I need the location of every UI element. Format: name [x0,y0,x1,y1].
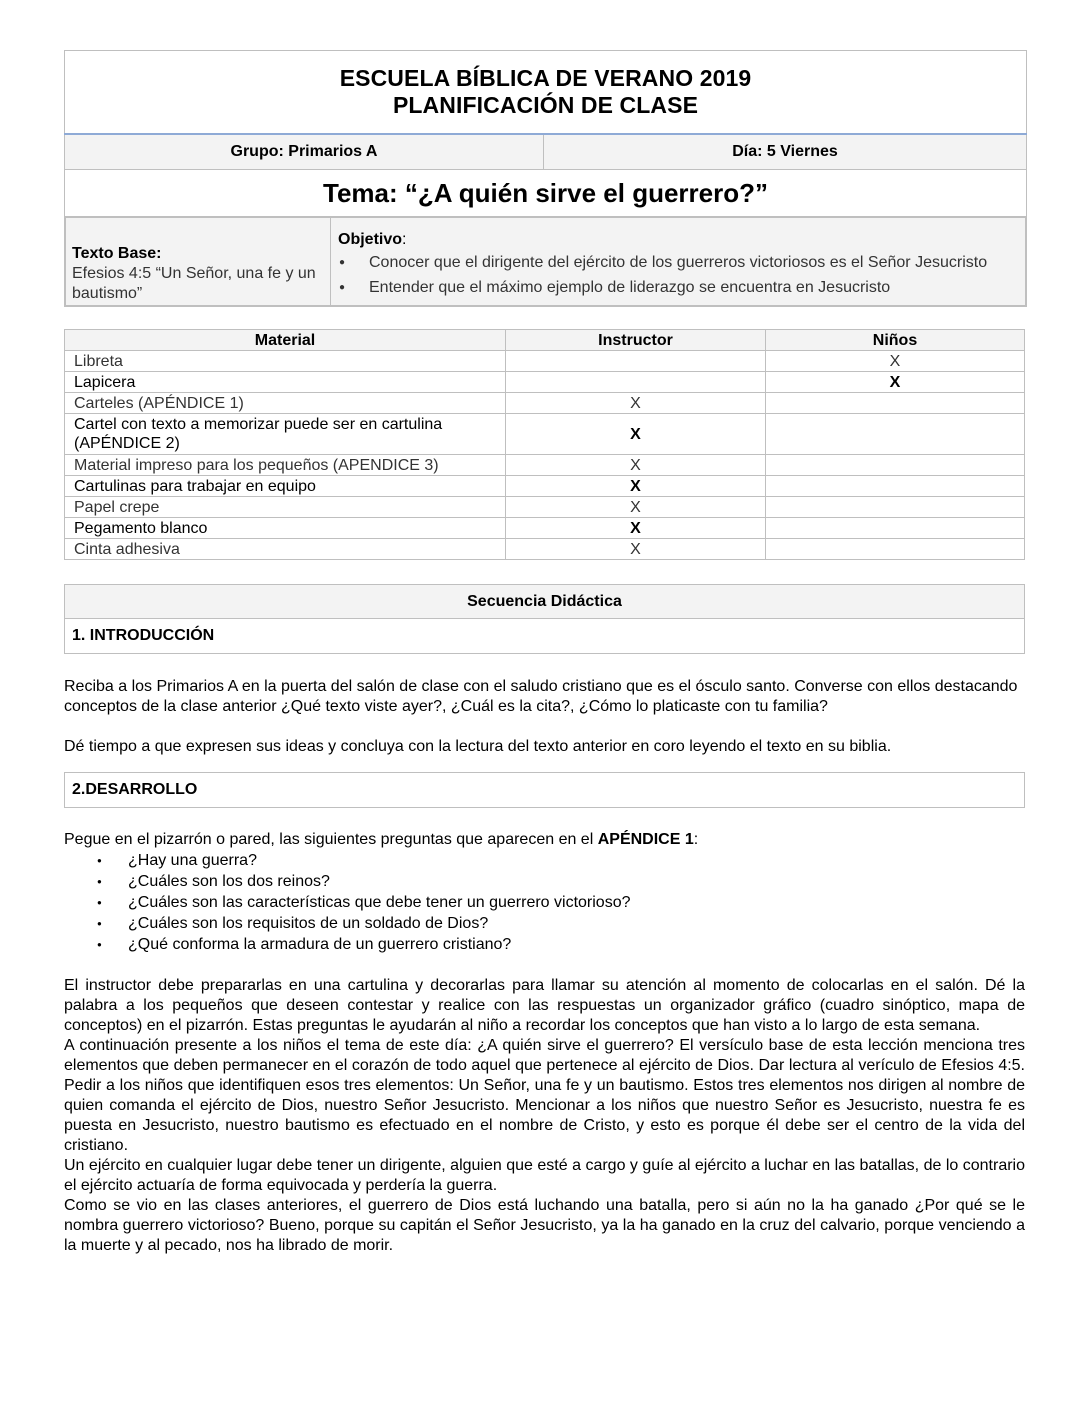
objetivo-item: ● Entender que el máximo ejemplo de liderazgo se encuentra en Jesucristo [338,278,1017,298]
material-cell: Lapicera [65,372,506,393]
material-cell: Pegamento blanco [65,518,506,539]
secuencia-title: Secuencia Didáctica [65,585,1025,619]
table-row [65,518,1025,539]
ninos-cell [766,414,1025,455]
document-title [65,51,1027,135]
objetivo-item: ● Conocer que el dirigente del ejército de los guerreros victoriosos es el Señor Jesucristo [338,253,1017,273]
material-cell: Carteles (APÉNDICE 1) [65,393,506,414]
ninos-cell: X [766,372,1025,393]
ninos-cell [766,476,1025,497]
list-item: ● ¿Cuáles son los requisitos de un soldado de Dios? [64,913,1025,934]
texto-base-cell [66,218,331,306]
day-cell: Día: 5 Viernes [544,134,1027,170]
apendice-reference: APÉNDICE 1 [597,831,694,848]
desarrollo-lead [64,830,1025,850]
instructor-cell [506,372,766,393]
table-row [65,497,1025,518]
objetivo-label: Objetivo [338,231,403,248]
desarrollo-lead-text: Pegue en el pizarrón o pared, las siguientes preguntas que aparecen en el [64,831,594,848]
texto-base-value: Efesios 4:5 “Un Señor, una fe y un bautismo” [72,265,316,302]
header-table [64,50,1027,307]
table-row [65,539,1025,560]
desarrollo-paragraph-4: Como se vio en las clases anteriores, el guerrero de Dios está luchando una batalla, pero si aún no la ha ganado ¿Por qué se le nombra guerrero victorioso? Bueno, porque su capitán el Señor Jesucristo, ya la ha ganado en la cruz del calvario, porque venciendo a la muerte y al pecado, nos ha librado de morir. [64,1197,1025,1254]
ninos-cell [766,455,1025,476]
objetivo-cell [331,218,1026,306]
col-header-material: Material [65,330,506,351]
intro-paragraph-1: Reciba a los Primarios A en la puerta del salón de clase con el saludo cristiano que es el ósculo santo. Converse con ellos destacando conceptos de la clase anterior ¿Qué texto viste ayer?, ¿Cuál es la cita?, ¿Cómo lo platicaste con tu familia? [64,678,1018,715]
instructor-cell: X [506,455,766,476]
instructor-cell [506,351,766,372]
desarrollo-paragraph-2: A continuación presente a los niños el tema de este día: ¿A quién sirve el guerrero? El versículo base de esta lección menciona tres elementos que deben permanecer en el corazón de todo aquel que pertenece al ejército de Dios. Dar lectura al verículo de Efesios 4:5. Pedir a los niños que identifiquen esos tres elementos: Un Señor, una fe y un bautismo. Estos tres elementos nos dirigen al nombre de quien comanda el ejército de Dios, nuestro Señor Jesucristo. Mencionar a los niños que nuestro Señor es Jesucristo, nuestra fe es puesta en Jesucristo, nuestro bautismo es efectuado en el nombre de Cristo, y esto es porque él debe ser el centro de la vida del cristiano. [64,1037,1025,1154]
list-item: ● ¿Cuáles son los dos reinos? [64,871,1025,892]
desarrollo-paragraph-1: El instructor debe prepararlas en una cartulina y decorarlas para llamar su atención al momento de colocarlas en el salón. Dé la palabra a los pequeños que deseen contestar y realice con las respuestas un organizador gráfico (cuadro sinóptico, mapa de conceptos) en el pizarrón. Estas preguntas le ayudarán al niño a recordar los conceptos que han visto a lo largo de esta semana. [64,977,1025,1034]
desarrollo-table [64,772,1025,808]
list-item: ● ¿Qué conforma la armadura de un guerrero cristiano? [64,934,1025,955]
objetivo-list [338,253,1017,298]
table-row [65,351,1025,372]
material-cell: Material impreso para los pequeños (APENDICE 3) [65,455,506,476]
table-row [65,455,1025,476]
table-row [65,393,1025,414]
material-cell: Cinta adhesiva [65,539,506,560]
ninos-cell [766,497,1025,518]
material-cell: Libreta [65,351,506,372]
title-line-2: PLANIFICACIÓN DE CLASE [392,92,699,118]
list-item: ● ¿Hay una guerra? [64,850,1025,871]
material-cell: Papel crepe [65,497,506,518]
instructor-cell: X [506,414,766,455]
instructor-cell: X [506,393,766,414]
material-cell: Cartulinas para trabajar en equipo [65,476,506,497]
ninos-cell [766,393,1025,414]
intro-heading: 1. INTRODUCCIÓN [65,619,1025,654]
col-header-instructor: Instructor [506,330,766,351]
title-line-1: ESCUELA BÍBLICA DE VERANO 2019 [339,65,752,91]
ninos-cell: X [766,351,1025,372]
table-row [65,414,1025,455]
desarrollo-heading: 2.DESARROLLO [65,773,1025,808]
theme-title: Tema: “¿A quién sirve el guerrero?” [65,170,1027,217]
texto-base-label: Texto Base: [72,245,162,262]
ninos-cell [766,539,1025,560]
desarrollo-paragraph-3: Un ejército en cualquier lugar debe tener un dirigente, alguien que esté a cargo y guíe al ejército a luchar en las batallas, de lo contrario el ejército actuaría de forma equivocada y perdería la guerra. [64,1157,1025,1194]
instructor-cell: X [506,476,766,497]
lesson-plan-page [64,50,1025,1256]
col-header-ninos: Niños [766,330,1025,351]
materials-table [64,329,1025,560]
group-cell: Grupo: Primarios A [65,134,544,170]
table-row [65,372,1025,393]
objetivo-colon: : [402,231,407,248]
secuencia-table [64,584,1025,654]
instructor-cell: X [506,497,766,518]
instructor-cell: X [506,518,766,539]
list-item: ● ¿Cuáles son las características que debe tener un guerrero victorioso? [64,892,1025,913]
table-row [65,476,1025,497]
ninos-cell [766,518,1025,539]
questions-list [64,850,1025,955]
intro-paragraph-2: Dé tiempo a que expresen sus ideas y concluya con la lectura del texto anterior en coro leyendo el texto en su biblia. [64,738,892,755]
instructor-cell: X [506,539,766,560]
desarrollo-lead-colon: : [693,831,699,848]
material-cell: Cartel con texto a memorizar puede ser en cartulina (APÉNDICE 2) [65,414,506,455]
